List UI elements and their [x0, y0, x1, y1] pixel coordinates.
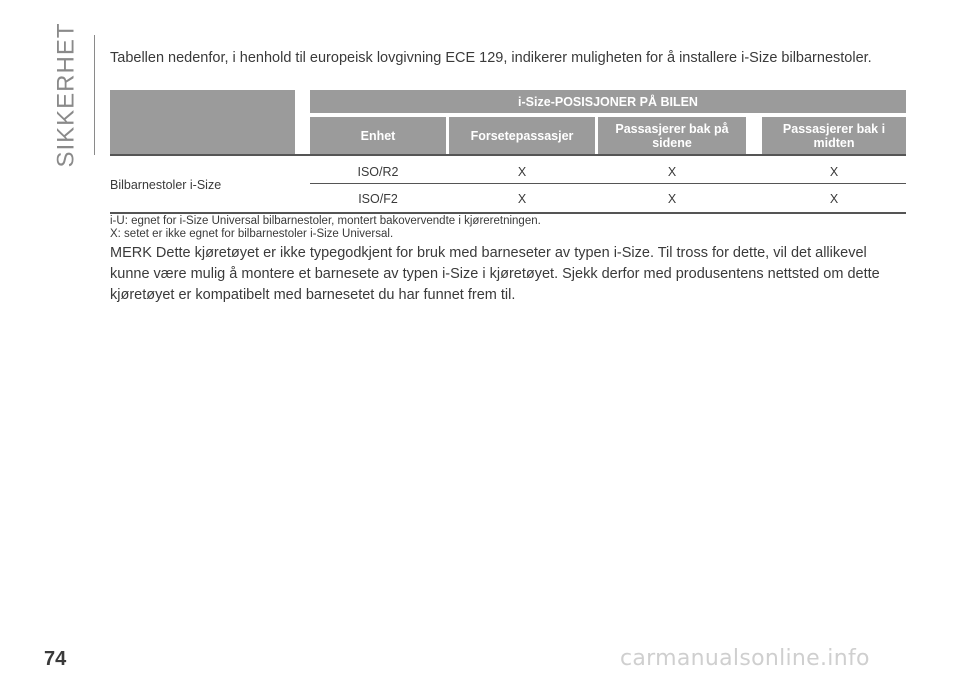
table-bottom-rule — [110, 212, 906, 214]
intro-paragraph: Tabellen nedenfor, i henhold til europeisk lovgivning ECE 129, indikerer muligheten for å installere i-Size bilbarnestoler. — [110, 50, 872, 66]
column-header-bak-sidene: Passasjerer bak på sidene — [598, 117, 746, 154]
section-title — [50, 22, 84, 168]
section-divider — [94, 35, 95, 155]
merk-paragraph: MERK Dette kjøretøyet er ikke typegodkjent for bruk med barneseter av typen i-Size. Til tross for dette, vil det allikevel kunne være mulig å montere et barnesete av typen i-Size i kjøretøyet. Sjekk derfor med produsentens nettsted om dette kjøretøyet er kompatibelt med barnesetet du har funnet frem til. — [110, 245, 880, 303]
cell-bak-sidene: X — [667, 165, 677, 179]
column-header-forsetepassasjer: Forsetepassasjer — [449, 117, 595, 154]
table-header-rule — [110, 154, 906, 156]
table-notes — [110, 215, 541, 240]
table-group-header: i-Size-POSISJONER PÅ BILEN — [310, 90, 906, 113]
note-iu: i-U: egnet for i-Size Universal bilbarnestoler, montert bakovervendte i kjøreretningen. — [110, 215, 541, 227]
watermark: carmanualsonline.info — [620, 646, 870, 671]
column-header-bak-midten: Passasjerer bak i midten — [762, 117, 906, 154]
cell-enhet: ISO/R2 — [357, 165, 399, 179]
cell-enhet: ISO/F2 — [358, 192, 398, 206]
cell-bak-midten: X — [829, 192, 839, 206]
table-header-empty — [110, 90, 295, 154]
cell-forsete: X — [517, 165, 527, 179]
row-label: Bilbarnestoler i-Size — [110, 178, 222, 192]
note-x: X: setet er ikke egnet for bilbarnestoler i-Size Universal. — [110, 227, 394, 240]
row-divider — [310, 183, 906, 184]
column-header-enhet: Enhet — [310, 117, 446, 154]
cell-bak-midten: X — [829, 165, 839, 179]
page-number: 74 — [44, 648, 67, 670]
cell-forsete: X — [517, 192, 527, 206]
cell-bak-sidene: X — [667, 192, 677, 206]
section-title-text: SIKKERHET — [53, 22, 80, 168]
